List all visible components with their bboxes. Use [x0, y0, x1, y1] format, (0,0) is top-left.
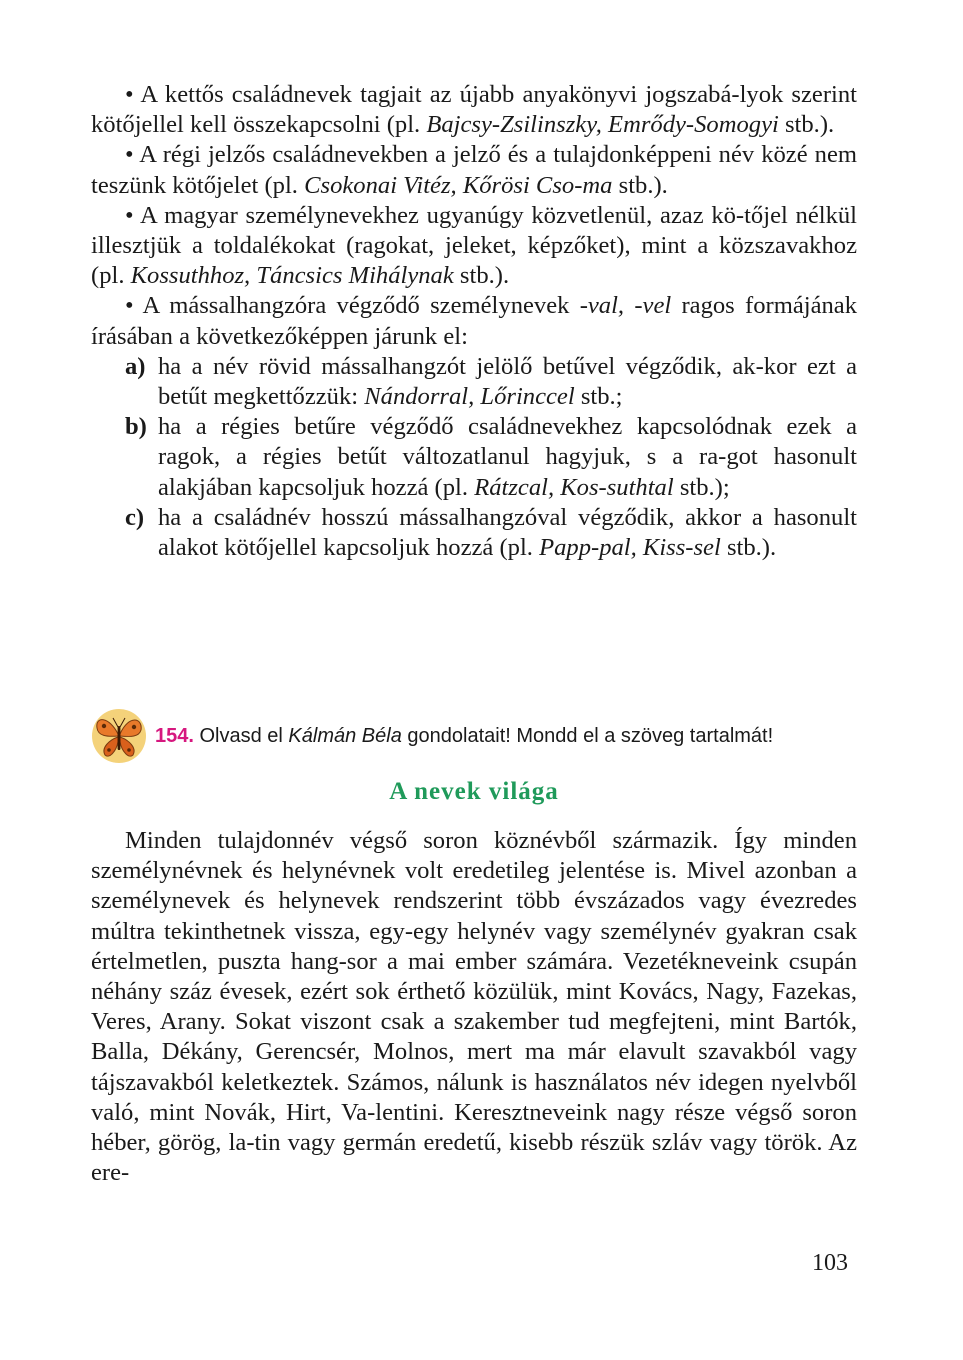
sub-rule-text: ha a régies betűre végződő családnevekhez kapcsolódnak ezek a ragok, a régies betűt változatlanul hagyjuk, s a ra-got hasonult alakjában kapcsoljuk hozzá (pl. — [158, 413, 857, 501]
rule-text: stb.). — [612, 171, 668, 199]
section-heading: A nevek világa — [389, 778, 559, 805]
rule-text: • A magyar személynevekhez ugyanúgy közvetlenül, azaz kö-tőjel nélkül illesztjük a toldalékokat (ragokat, jeleket, képzőket), mint a közszavakhoz (pl. — [91, 201, 857, 290]
rule-text: • A kettős családnevek tagjait az újabb anyakönyvi jogszabá-lyok szerint kötőjellel kell összekapcsolni (pl. — [91, 81, 857, 139]
sub-rule-a — [91, 352, 857, 412]
rule-text: • A régi jelzős családnevekben a jelző és a tulajdonképpeni név közé nem teszünk kötőjelet (pl. — [91, 141, 857, 199]
rule-text: ragos formájának írásában a következőképpen járunk el: — [91, 292, 857, 350]
rule-paragraph — [91, 80, 857, 140]
rule-example: Csokonai Vitéz, Kőrösi Cso-ma — [304, 171, 613, 199]
sub-rule-text: stb.). — [720, 534, 777, 562]
sub-rule-text: stb.); — [673, 473, 730, 501]
body-section — [91, 826, 857, 1188]
rule-paragraph — [91, 140, 857, 200]
rule-paragraph — [91, 201, 857, 292]
butterfly-icon — [91, 706, 147, 764]
sub-rule-example: Papp-pal, Kiss-sel — [539, 534, 721, 562]
rule-example: Bajcsy-Zsilinszky, Emrődy-Somogyi — [426, 111, 779, 139]
sub-rule-text: stb.; — [574, 383, 623, 411]
sub-rule-example: Rátzcal, Kos-suthtal — [474, 473, 674, 501]
sub-rule-b — [91, 412, 857, 503]
rule-text: stb.). — [453, 262, 510, 290]
task-text-before: Olvasd el — [193, 725, 289, 747]
rule-paragraph — [91, 291, 857, 351]
rule-text: • A mássalhangzóra végződő személynevek — [125, 292, 580, 320]
sub-rule-letter: a) — [125, 352, 146, 380]
rules-section — [91, 80, 857, 563]
sub-rule-text: ha a családnév hosszú mássalhangzóval végződik, akkor a hasonult alakot kötőjellel kapcsoljuk hozzá (pl. — [158, 503, 857, 562]
sub-rule-c — [91, 503, 857, 563]
rule-example: -val, -vel — [579, 292, 672, 320]
task-154 — [91, 706, 857, 766]
sub-rule-example: Nándorral, Lőrinccel — [364, 383, 575, 411]
page-number: 103 — [812, 1250, 848, 1276]
task-text-after: gondolatait! Mondd el a szöveg tartalmát! — [401, 725, 774, 747]
rule-example: Kossuthhoz, Táncsics Mihálynak — [130, 262, 454, 290]
sub-rule-letter: c) — [125, 503, 145, 531]
task-number: 154. — [155, 725, 194, 747]
sub-rule-text: ha a név rövid mássalhangzót jelölő betűvel végződik, ak-kor ezt a betűt megkettőzzük: — [158, 352, 857, 411]
body-paragraph: Minden tulajdonnév végső soron köznévből származik. Így minden személynévnek és helynévnek volt eredetileg jelentése is. Mivel azonban a személynevek és helynevek rendszerint több évszázados vagy évezredes múltra tekinthetnek vissza, egy-egy helynév vagy személynév gyakran csak értelmetlen, puszta hang-sor a mai ember számára. Vezetékneveink csupán néhány száz évesek, ezért sok érthető közülük, mint Kovács, Nagy, Fazekas, Veres, Arany. Sokat viszont csak a szakember tud megfejteni, mint Bartók, Balla, Dékány, Gerencsér, Molnos, mert ma már elavult szavakból vagy tájszavakból keletkeztek. Számos, nálunk is használatos név idegen nyelvből való, mint Novák, Hirt, Va-lentini. Keresztneveink nagy része végső soron héber, görög, la-tin vagy germán eredetű, kisebb részük szláv vagy török. Az ere- — [91, 827, 857, 1187]
rule-text: stb.). — [778, 111, 835, 139]
sub-rule-letter: b) — [125, 413, 147, 441]
task-instruction — [155, 724, 773, 748]
task-author: Kálmán Béla — [288, 725, 402, 747]
